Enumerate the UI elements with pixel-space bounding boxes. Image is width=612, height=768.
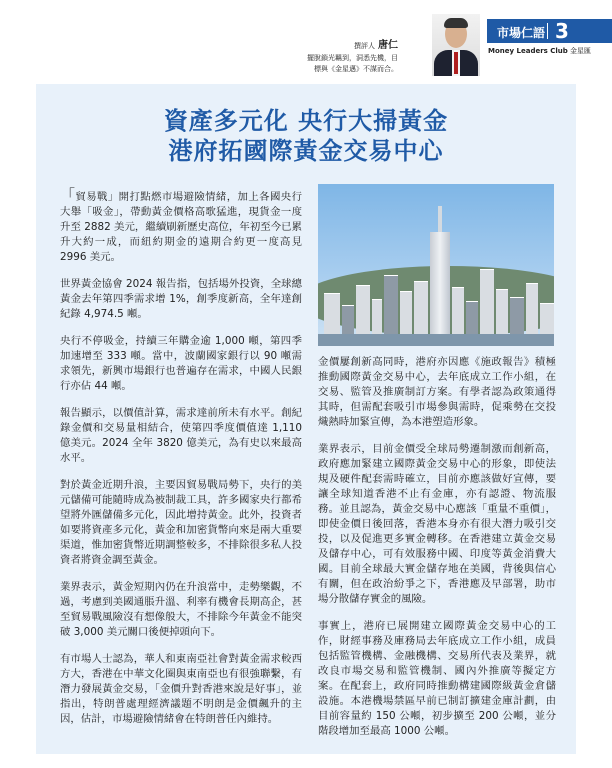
photo-container (318, 184, 554, 376)
author-desc-line: 標與《金星邁》不謀而合。 (314, 65, 398, 73)
author-desc-line: 擺脫鎖光羈到，洞悉先機，目 (307, 54, 398, 62)
page-header (0, 0, 612, 80)
paragraph: 業界表示，目前金價受全球局勢遷制激而創新高，政府應加緊建立國際黃金交易中心的形象，即使法規及硬件配套需時確立，目前亦應該做好宣傳，要讓全球知道香港不止有金庫，亦有認證、物流服務。並且認為，黃金交易中心應該「重量不重價」，即使金價日後回落，香港本身亦有很大潛力吸引交投，以及促進更多實金轉移。在香港建立黃金交易及儲存中心，可有效服務中國、印度等黃金消費大國。目前全球最大實金儲存地在美國，背後與信心有關，但在政治紛爭之下，香港應及早部署，助市場分散儲存實金的風險。 (318, 443, 556, 605)
paragraph: 央行不停吸金，持續三年購金逾 1,000 噸，第四季加速增至 333 噸。當中，波蘭國家銀行以 90 噸需求領先，新興市場銀行也普遍存在需求，中國人民銀行亦佔 44 噸。 (60, 335, 302, 392)
column-name: 市場仁語 (497, 26, 546, 40)
right-column (318, 355, 556, 751)
column-subtitle (488, 46, 591, 56)
column-title-bar (487, 19, 612, 43)
column-sub-en: Money Leaders Club (488, 47, 568, 55)
author-description (198, 53, 398, 75)
page-number: 3 (555, 19, 569, 43)
paragraph: 有市場人士認為，華人和東南亞社會對黃金需求較西方大，香港在中華文化圈與東南亞也有很強聯繫，有潛力發展黃金交易，「金價升對香港來說是好事」，並指出，特朗普處理經濟議題不明朗是金價飆升的主因，估計，市場避險情緒會在特朗普任內維持。 (60, 653, 302, 725)
author-avatar (432, 14, 480, 76)
paragraph: 對於黃金近期升浪，主要因貿易戰局勢下，央行的美元儲備可能隨時成為被制裁工具，許多國家央行都希望將外匯儲備多元化，因此增持黃金。此外，投資者如要將資產多元化，黃金和加密貨幣向來是兩大重要渠道，惟加密貨幣近期調整較多，不排除很多私人投資者將資金調至黃金。 (60, 479, 302, 566)
column-sub-cn: 金星匯 (570, 47, 592, 55)
author-byline (198, 36, 398, 51)
title-line: 資產多元化 央行大掃黃金 (163, 107, 449, 135)
paragraph: 世界黃金協會 2024 報告指，包括場外投資，全球總黃金去年第四季需求增 1%，創季度新高，全年達創紀錄 4,974.5 噸。 (60, 278, 302, 320)
paragraph: 業界表示，黃金短期內仍在升浪當中，走勢樂觀，不過，考慮到美國通脹升溫、利率有機會長期高企，甚至貿易戰風險沒有想像般大，不排除今年黃金不能突破 3,000 美元關口後便掉頭向下。 (60, 581, 302, 638)
author-role: 撰評人 (354, 42, 375, 50)
hong-kong-skyline-photo (318, 184, 554, 346)
divider (547, 23, 548, 39)
author-name: 唐仁 (378, 40, 398, 51)
left-column (60, 188, 302, 739)
paragraph: 「貿易戰」開打點燃市場避險情緒，加上各國央行大舉「吸金」，帶動黃金價格高歌猛進，現貨金一度升至 2882 美元，繼續刷新歷史高位，年初至今已累升大約一成，而紐約期金的遠期合約更一度高見 2996 美元。 (60, 186, 302, 263)
title-line: 港府拓國際黃金交易中心 (168, 137, 444, 165)
paragraph: 金價屢創新高同時，港府亦因應《施政報告》積極推動國際黃金交易中心，去年底成立工作小組，在交易、監管及推廣制訂方案。有學者認為政策通得其時，但需配套吸引市場參與需時，促乘勢在交投熾熱時加緊宣傳，為本港塑造形象。 (318, 356, 556, 428)
paragraph: 事實上，港府已展開建立國際黃金交易中心的工作，財經事務及庫務局去年底成立工作小組，成員包括監管機構、金融機構、交易所代表及業界，就改良市場交易和監管機制、國內外推廣等擬定方案。在配套上，政府同時推動構建國際級黃金倉儲設施。本港機場禁區早前已制訂擴建金庫計劃，由目前容量約 150 公噸，初步擴至 200 公噸，並分階段增加至最高 1000 公噸。 (318, 620, 556, 737)
author-block (198, 36, 398, 75)
paragraph: 報告顯示，以價值計算，需求達前所未有水平。創紀錄金價和交易量相結合，使第四季度價值達 1,110 億美元。2024 全年 3820 億美元，為有史以來最高水平。 (60, 407, 302, 464)
article-title (36, 106, 576, 166)
